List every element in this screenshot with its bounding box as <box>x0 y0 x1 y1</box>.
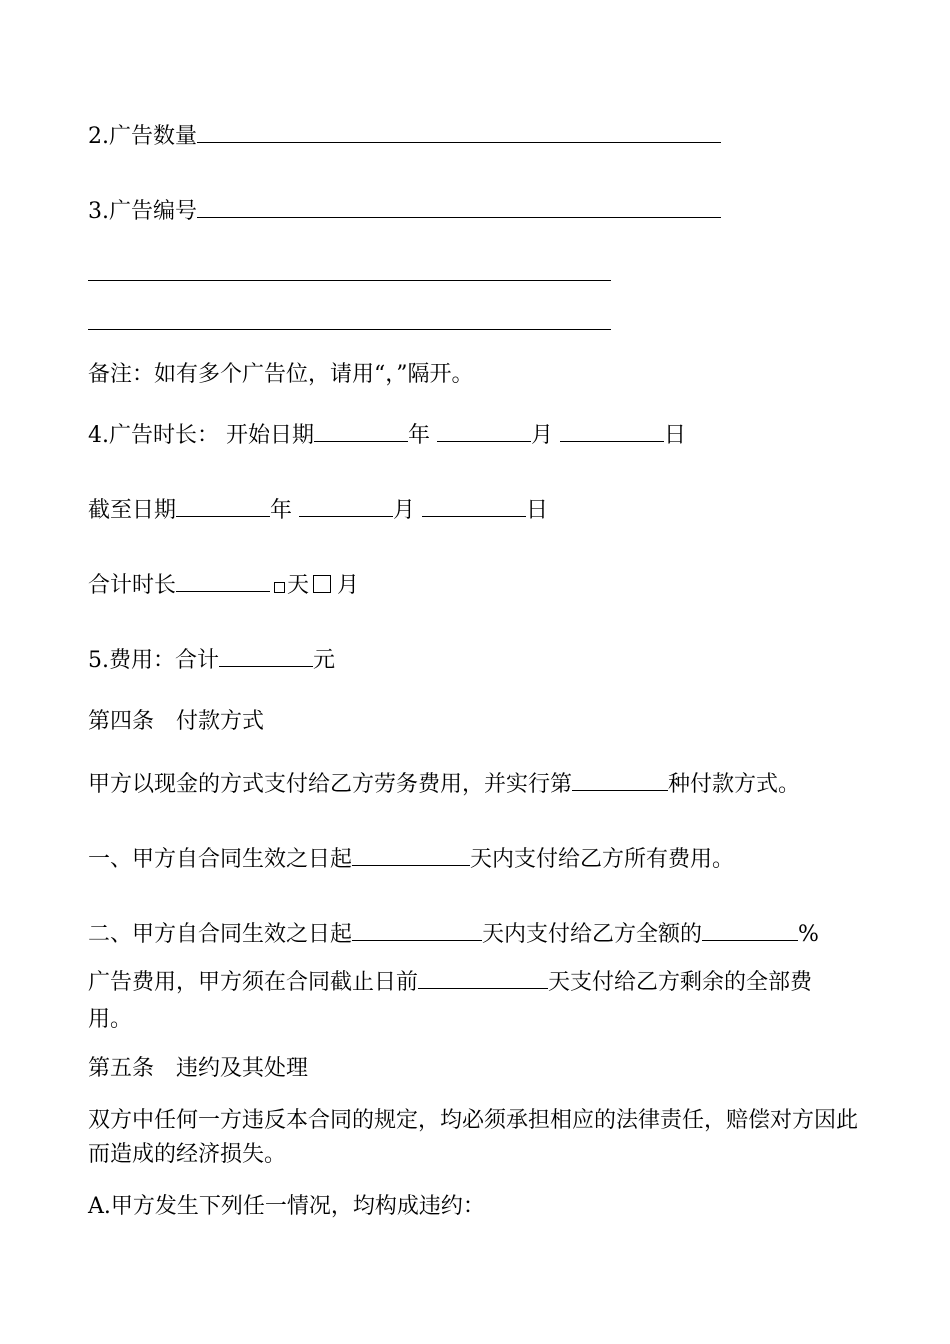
checkbox-day[interactable] <box>274 582 285 593</box>
fee-blank[interactable] <box>219 644 313 667</box>
option-2-text-d-first: 天支付给乙方剩余的全部费 <box>548 970 813 995</box>
note-line <box>88 360 474 390</box>
start-year-unit: 年 <box>408 423 431 448</box>
article-5-paragraph: 双方中任何一方违反本合同的规定，均必须承担相应的法律责任，赔偿对方因此而造成的经济损失。 <box>88 1108 859 1167</box>
end-day-blank[interactable] <box>422 494 526 517</box>
article-4-text-b: 种付款方式。 <box>668 772 801 797</box>
fee-unit: 元 <box>313 648 336 673</box>
article-4-title <box>88 707 264 737</box>
ad-number-label: 3.广告编号 <box>88 199 197 224</box>
option-2-line-2 <box>88 966 812 998</box>
end-date-line <box>88 494 548 526</box>
start-date-line <box>88 419 686 451</box>
option-2-text-a: 二、甲方自合同生效之日起 <box>88 922 353 947</box>
total-duration-blank[interactable] <box>176 569 270 592</box>
option-2-text-d-rest: 用。 <box>88 1007 133 1032</box>
option-2-text-c: 广告费用，甲方须在合同截止日前 <box>88 970 419 995</box>
fee-line <box>88 644 335 676</box>
unit-day-label: 天 <box>287 573 310 598</box>
unit-month-label: 月 <box>337 573 360 598</box>
end-year-blank[interactable] <box>176 494 270 517</box>
ad-number-line <box>88 195 721 227</box>
ad-number-extra-blank-2[interactable] <box>88 307 611 330</box>
start-month-blank[interactable] <box>437 419 531 442</box>
end-date-label: 截至日期 <box>88 498 177 523</box>
article-4-text-line <box>88 768 800 800</box>
ad-count-label: 2.广告数量 <box>88 124 197 149</box>
article-4-text-a: 甲方以现金的方式支付给乙方劳务费用，并实行第 <box>88 772 573 797</box>
start-year-blank[interactable] <box>314 419 408 442</box>
ad-number-extra-blank-1[interactable] <box>88 258 611 281</box>
duration-label: 4.广告时长： <box>88 423 219 448</box>
article-5-title <box>88 1054 308 1084</box>
end-day-unit: 日 <box>526 498 549 523</box>
total-duration-line <box>88 569 359 601</box>
clause-a-line <box>88 1192 485 1222</box>
ad-count-line <box>88 120 721 152</box>
ad-count-blank[interactable] <box>197 120 721 143</box>
total-duration-label: 合计时长 <box>88 573 177 598</box>
end-month-blank[interactable] <box>299 494 393 517</box>
option-1-line <box>88 843 734 875</box>
start-date-label: 开始日期 <box>226 423 315 448</box>
end-year-unit: 年 <box>270 498 293 523</box>
option-2-percent-sign: % <box>798 922 819 947</box>
option-2-line-3 <box>88 1005 132 1035</box>
fee-label: 5.费用：合计 <box>88 648 219 673</box>
start-day-blank[interactable] <box>560 419 664 442</box>
end-month-unit: 月 <box>393 498 416 523</box>
option-2-days-blank[interactable] <box>352 918 482 941</box>
option-2-remaining-days-blank[interactable] <box>418 966 548 989</box>
option-1-text-a: 一、甲方自合同生效之日起 <box>88 847 353 872</box>
note-text: 备注：如有多个广告位，请用“，”隔开。 <box>88 362 474 387</box>
option-2-percent-blank[interactable] <box>702 918 798 941</box>
clause-a-text: A.甲方发生下列任一情况，均构成违约： <box>88 1194 485 1219</box>
ad-number-extra-line-2 <box>88 307 611 339</box>
ad-number-extra-line-1 <box>88 258 611 290</box>
payment-option-blank[interactable] <box>572 768 668 791</box>
article-5-heading: 第五条 违约及其处理 <box>88 1056 309 1081</box>
option-1-days-blank[interactable] <box>352 843 470 866</box>
option-2-text-b: 天内支付给乙方全额的 <box>482 922 703 947</box>
option-1-text-b: 天内支付给乙方所有费用。 <box>470 847 735 872</box>
article-4-heading: 第四条 付款方式 <box>88 709 265 734</box>
article-5-text <box>88 1104 873 1172</box>
start-month-unit: 月 <box>531 423 554 448</box>
start-day-unit: 日 <box>664 423 687 448</box>
option-2-line <box>88 918 819 950</box>
checkbox-month[interactable] <box>313 575 331 593</box>
ad-number-blank[interactable] <box>197 195 721 218</box>
